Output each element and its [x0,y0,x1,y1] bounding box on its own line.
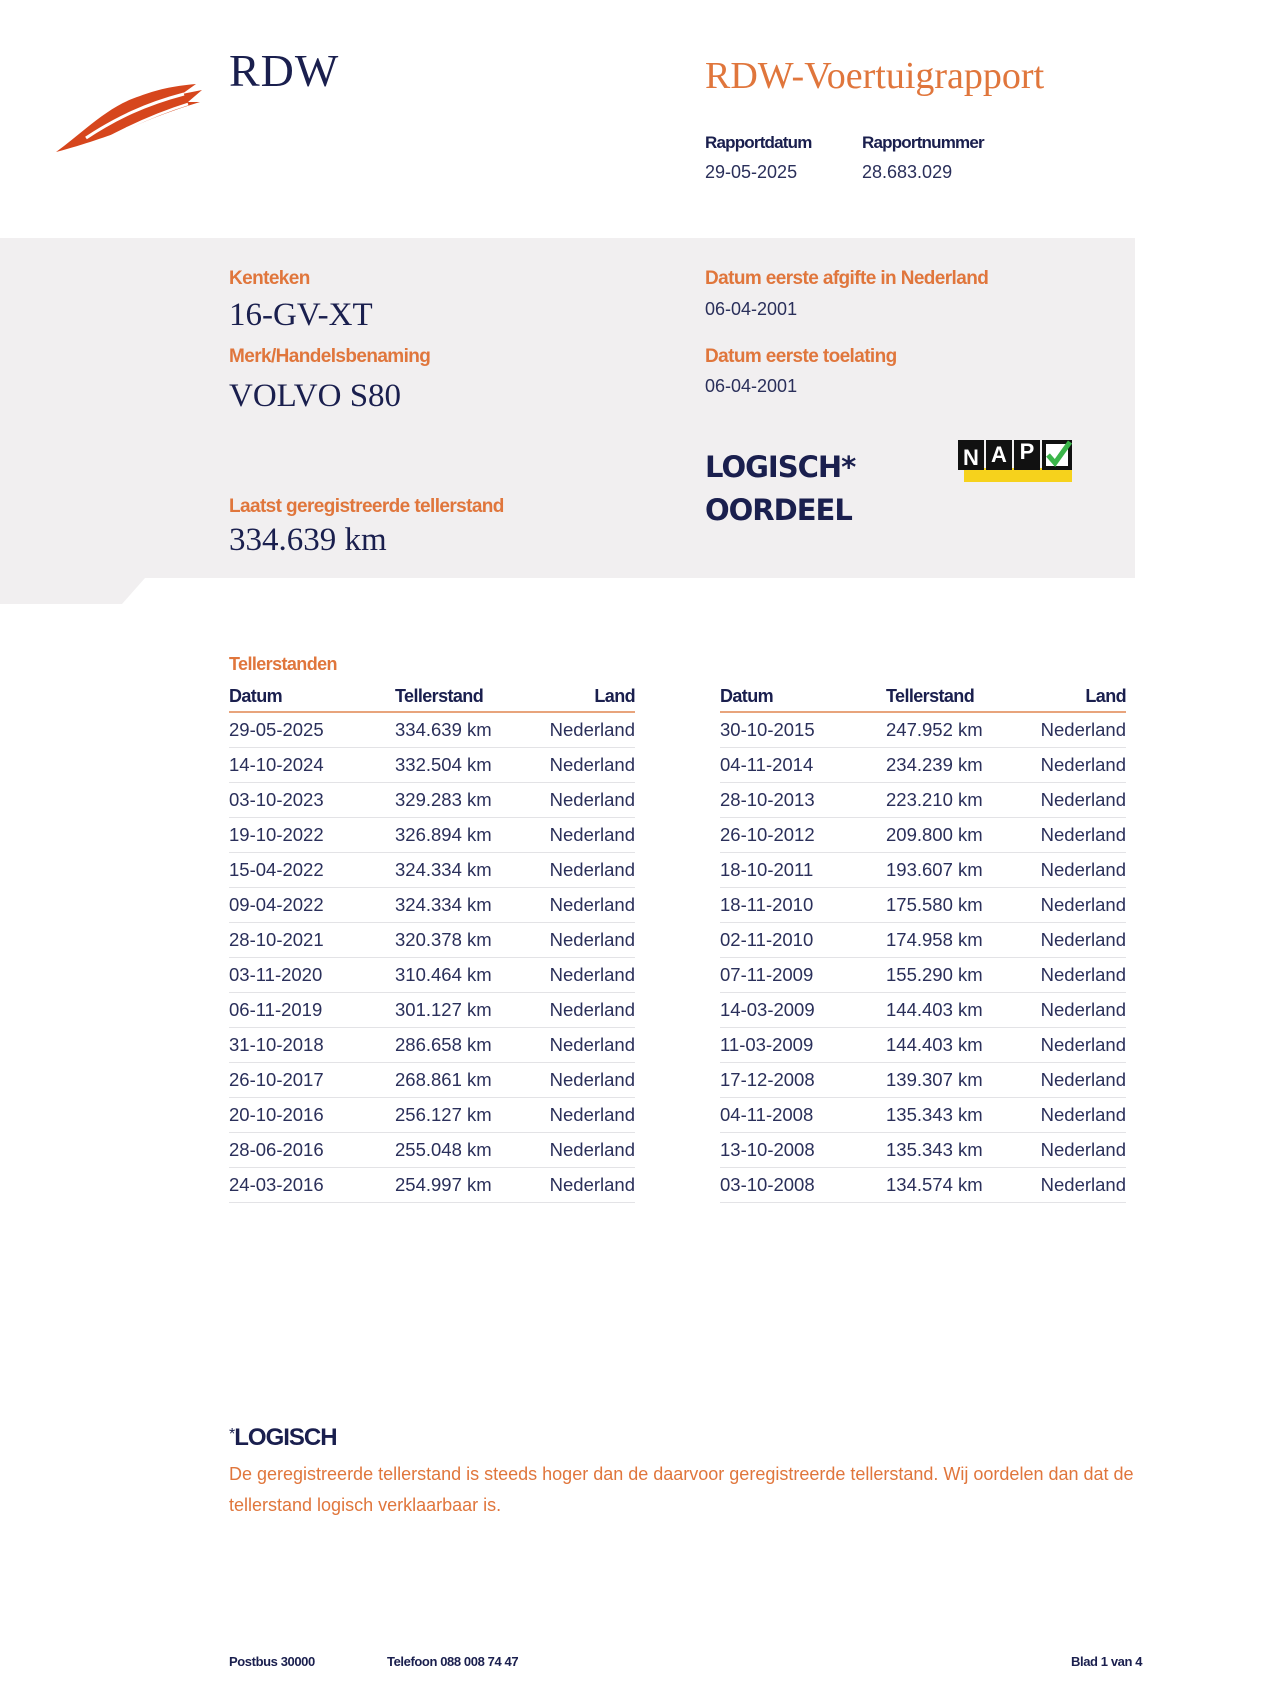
cell-odometer: 174.958 km [886,929,983,950]
table-row [720,853,1126,888]
make-label: Merk/Handelsbenaming [229,346,431,367]
table-row [229,1063,635,1098]
table-row [720,923,1126,958]
cell-country: Nederland [549,1069,635,1090]
cell-country: Nederland [1040,1069,1126,1090]
nap-logo-icon [958,438,1074,486]
cell-date: 15-04-2022 [229,859,324,880]
cell-date: 28-06-2016 [229,1139,324,1160]
cell-country: Nederland [549,894,635,915]
footnote-text: De geregistreerde tellerstand is steeds hoger dan de daarvoor geregistreerde tellerstand. Wij oordelen dan dat de tellerstand logisch verklaarbaar is. [229,1464,1134,1515]
first-issue-label: Datum eerste afgifte in Nederland [705,268,989,289]
cell-country: Nederland [549,1034,635,1055]
cell-country: Nederland [1040,1174,1126,1195]
cell-date: 13-10-2008 [720,1139,815,1160]
cell-date: 04-11-2008 [720,1104,814,1125]
table-row [229,1168,635,1203]
cell-odometer: 175.580 km [886,894,983,915]
report-date-label: Rapportdatum [705,133,812,152]
cell-date: 28-10-2013 [720,789,815,810]
footer-page: Blad 1 van 4 [1071,1654,1143,1669]
footnote-title-text: LOGISCH [234,1424,337,1451]
odometer-label: Laatst geregistreerde tellerstand [229,496,504,517]
cell-odometer: 193.607 km [886,859,983,880]
table-header [720,683,1126,713]
col-country: Land [594,686,635,706]
footnote-marker: * [229,1426,235,1443]
cell-odometer: 144.403 km [886,1034,983,1055]
cell-country: Nederland [549,789,635,810]
cell-odometer: 223.210 km [886,789,983,810]
cell-date: 28-10-2021 [229,929,324,950]
cell-date: 03-11-2020 [229,964,323,985]
table-row [229,993,635,1028]
cell-date: 26-10-2017 [229,1069,324,1090]
cell-country: Nederland [1040,929,1126,950]
first-issue-value: 06-04-2001 [705,299,798,319]
plate-label: Kenteken [229,268,310,289]
cell-date: 07-11-2009 [720,964,814,985]
cell-country: Nederland [549,999,635,1020]
cell-date: 30-10-2015 [720,719,815,740]
cell-date: 17-12-2008 [720,1069,815,1090]
cell-odometer: 324.334 km [395,894,492,915]
table-row [720,993,1126,1028]
cell-odometer: 332.504 km [395,754,492,775]
cell-country: Nederland [549,1174,635,1195]
readings-table-left [229,683,635,1203]
cell-odometer: 247.952 km [886,719,983,740]
table-row [229,1028,635,1063]
table-row [229,713,635,748]
cell-odometer: 324.334 km [395,859,492,880]
col-odometer: Tellerstand [395,686,484,706]
cell-odometer: 139.307 km [886,1069,983,1090]
cell-odometer: 234.239 km [886,754,983,775]
cell-odometer: 256.127 km [395,1104,492,1125]
table-row [720,888,1126,923]
nap-letter-p: P [1019,439,1035,464]
table-row [720,748,1126,783]
cell-date: 14-03-2009 [720,999,815,1020]
report-date: 29-05-2025 [705,162,798,182]
cell-country: Nederland [549,1104,635,1125]
table-row [229,818,635,853]
first-admission-value: 06-04-2001 [705,376,798,396]
cell-odometer: 209.800 km [886,824,983,845]
col-date: Datum [720,686,774,706]
table-row [229,748,635,783]
cell-odometer: 329.283 km [395,789,492,810]
cell-odometer: 135.343 km [886,1139,983,1160]
readings-table-right [720,683,1126,1203]
cell-odometer: 155.290 km [886,964,983,985]
cell-odometer: 255.048 km [395,1139,492,1160]
cell-date: 18-10-2011 [720,859,814,880]
cell-date: 26-10-2012 [720,824,815,845]
cell-date: 29-05-2025 [229,719,324,740]
footer-phone: Telefoon 088 008 74 47 [387,1654,519,1669]
cell-country: Nederland [1040,894,1126,915]
table-row [229,1133,635,1168]
cell-date: 02-11-2010 [720,929,814,950]
first-admission-label: Datum eerste toelating [705,346,897,367]
footer-postbus: Postbus 30000 [229,1654,315,1669]
table-row [720,1133,1126,1168]
cell-odometer: 310.464 km [395,964,492,985]
cell-country: Nederland [549,719,635,740]
cell-date: 09-04-2022 [229,894,324,915]
table-row [720,1063,1126,1098]
cell-country: Nederland [1040,824,1126,845]
cell-date: 04-11-2014 [720,754,814,775]
table-row [229,783,635,818]
cell-date: 03-10-2008 [720,1174,815,1195]
table-row [720,713,1126,748]
cell-country: Nederland [549,929,635,950]
odometer-value: 334.639 km [229,522,387,558]
table-row [720,783,1126,818]
cell-country: Nederland [1040,999,1126,1020]
cell-odometer: 301.127 km [395,999,492,1020]
cell-date: 31-10-2018 [229,1034,324,1055]
plate-value: 16-GV-XT [229,297,373,333]
report-number: 28.683.029 [862,162,953,182]
table-row [229,923,635,958]
cell-odometer: 135.343 km [886,1104,983,1125]
table-row [229,888,635,923]
cell-date: 19-10-2022 [229,824,324,845]
cell-odometer: 286.658 km [395,1034,492,1055]
cell-country: Nederland [1040,789,1126,810]
rdw-logo-icon [56,78,204,154]
table-row [720,818,1126,853]
verdict-line2: OORDEEL [705,493,852,527]
col-country: Land [1085,686,1126,706]
cell-date: 03-10-2023 [229,789,324,810]
cell-date: 14-10-2024 [229,754,324,775]
table-header [229,683,635,713]
verdict-line1: LOGISCH* [705,450,856,484]
cell-odometer: 334.639 km [395,719,492,740]
cell-country: Nederland [1040,964,1126,985]
cell-date: 18-11-2010 [720,894,814,915]
cell-date: 20-10-2016 [229,1104,324,1125]
make-value: VOLVO S80 [229,378,402,414]
cell-odometer: 254.997 km [395,1174,492,1195]
report-number-label: Rapportnummer [862,133,984,152]
cell-country: Nederland [549,859,635,880]
report-title: RDW-Voertuigrapport [705,55,1045,97]
cell-country: Nederland [549,824,635,845]
cell-odometer: 144.403 km [886,999,983,1020]
cell-date: 06-11-2019 [229,999,323,1020]
nap-letter-n: N [963,445,979,470]
cell-date: 11-03-2009 [720,1034,814,1055]
panel-notch [0,578,145,604]
readings-title: Tellerstanden [229,654,337,674]
cell-odometer: 326.894 km [395,824,492,845]
cell-country: Nederland [1040,754,1126,775]
cell-country: Nederland [1040,1104,1126,1125]
cell-country: Nederland [549,754,635,775]
brand-name: RDW [229,45,340,96]
nap-letter-a: A [991,442,1007,467]
col-date: Datum [229,686,283,706]
table-row [229,958,635,993]
cell-country: Nederland [1040,859,1126,880]
cell-odometer: 134.574 km [886,1174,983,1195]
cell-country: Nederland [1040,1034,1126,1055]
verdict [705,446,855,532]
table-row [720,1028,1126,1063]
col-odometer: Tellerstand [886,686,975,706]
cell-odometer: 320.378 km [395,929,492,950]
table-row [720,1168,1126,1203]
cell-country: Nederland [549,1139,635,1160]
cell-country: Nederland [549,964,635,985]
table-row [720,958,1126,993]
table-row [229,1098,635,1133]
cell-country: Nederland [1040,719,1126,740]
table-row [229,853,635,888]
cell-odometer: 268.861 km [395,1069,492,1090]
table-row [720,1098,1126,1133]
cell-date: 24-03-2016 [229,1174,324,1195]
cell-country: Nederland [1040,1139,1126,1160]
footnote-title [229,1424,337,1452]
